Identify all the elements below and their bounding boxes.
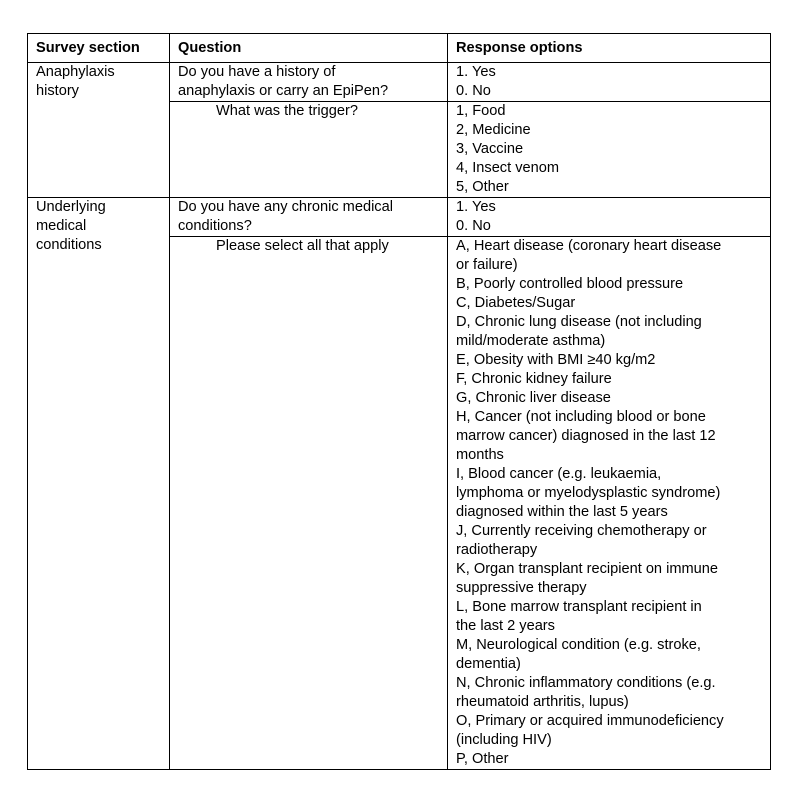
header-response-options: Response options: [448, 34, 771, 63]
response-option: P, Other: [456, 751, 509, 767]
response-option: 0. No: [456, 83, 491, 99]
response-option: E, Obesity with BMI ≥40 kg/m2: [456, 352, 656, 368]
section-anaphylaxis-history: Anaphylaxis history: [28, 63, 170, 198]
response-option: D, Chronic lung disease (not including mild/moderate asthma): [456, 314, 702, 349]
response-option: M, Neurological condition (e.g. stroke, dementia): [456, 637, 701, 672]
table-row: [28, 63, 771, 102]
responses-chronic-conditions: [448, 198, 771, 237]
response-option: 4, Insect venom: [456, 160, 560, 176]
survey-table: [27, 33, 771, 770]
question-select-all: Please select all that apply: [170, 237, 448, 770]
question-chronic-conditions: Do you have any chronic medical conditions?: [170, 198, 448, 237]
response-option: 3, Vaccine: [456, 141, 524, 157]
response-option: 5, Other: [456, 179, 509, 195]
response-option: A, Heart disease (coronary heart disease or failure): [456, 238, 722, 273]
response-option: J, Currently receiving chemotherapy or radiotherapy: [456, 523, 707, 558]
header-question: Question: [170, 34, 448, 63]
response-option: 1. Yes: [456, 199, 496, 215]
response-option: H, Cancer (not including blood or bone marrow cancer) diagnosed in the last 12 months: [456, 409, 716, 463]
responses-select-all: [448, 237, 771, 770]
response-option: F, Chronic kidney failure: [456, 371, 612, 387]
response-option: B, Poorly controlled blood pressure: [456, 276, 684, 292]
header-row: [28, 34, 771, 63]
header-survey-section: Survey section: [28, 34, 170, 63]
question-anaphylaxis-history: Do you have a history of anaphylaxis or carry an EpiPen?: [170, 63, 448, 102]
response-option: 1. Yes: [456, 64, 496, 80]
response-option: O, Primary or acquired immunodeficiency (including HIV): [456, 713, 724, 748]
responses-trigger: [448, 102, 771, 198]
response-option: 2, Medicine: [456, 122, 531, 138]
response-option: G, Chronic liver disease: [456, 390, 611, 406]
response-option: N, Chronic inflammatory conditions (e.g. rheumatoid arthritis, lupus): [456, 675, 716, 710]
responses-anaphylaxis-history: [448, 63, 771, 102]
response-option: L, Bone marrow transplant recipient in the last 2 years: [456, 599, 702, 634]
question-trigger: What was the trigger?: [170, 102, 448, 198]
response-option: C, Diabetes/Sugar: [456, 295, 576, 311]
response-option: I, Blood cancer (e.g. leukaemia, lymphoma or myelodysplastic syndrome) diagnosed within the last 5 years: [456, 466, 721, 520]
response-option: 1, Food: [456, 103, 506, 119]
section-underlying-conditions: Underlying medical conditions: [28, 198, 170, 770]
response-option: 0. No: [456, 218, 491, 234]
table-row: [28, 198, 771, 237]
response-option: K, Organ transplant recipient on immune suppressive therapy: [456, 561, 719, 596]
